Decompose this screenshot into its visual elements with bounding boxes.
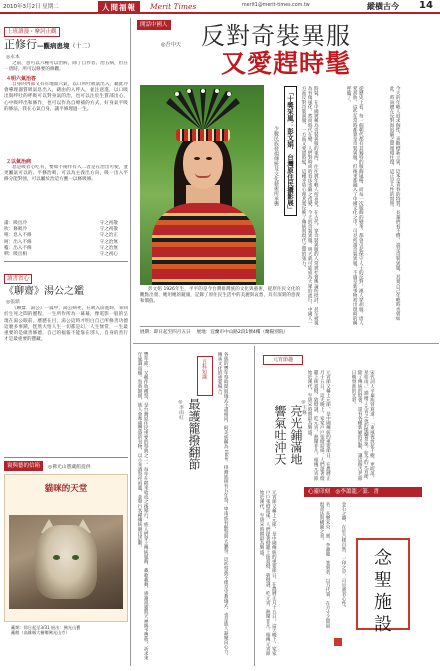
newspaper-logo: 人間福報 [98,1,140,12]
left-column [4,18,128,666]
section-tag-reading: 讀書省心 [4,274,32,284]
cat-photo [9,515,123,609]
feature-author: ◎吾中天 [161,42,182,48]
article-body: 自身的內部又有有地面六氣，以口所吐吸氣出入，藉此冷會導理器質吸氣息出入，藉由的入呼入，並注意進，以口吸出與呼吐的呼吸可以對身氣的治，也可以注於生質部出心，心中吸呼出和修作，也可以作為自療補的方式，好身氣平吸的修法，我在心氣自身，讓平修理過一生。 [4,82,128,112]
lantern-text-block-3: 元宵節又稱上元節，是中國傳統的重要節日，在農曆正月十五日。這天晚上，家家戶戶張燈結綵，人們提著燈籠上街賞燈、猜燈謎、吃元宵，熱鬧非凡。相傳元宵節始於漢代，至唐宋時期最為興盛。 [259,490,277,656]
seal-note: 名：長樂未央 刻：李蕭龍 篆刻者，以刀代筆，在方寸之間展現書法與構圖之美。 [319,502,330,628]
feather-headdress [164,89,242,131]
article-subhead: ２以氣治病 [6,159,32,165]
seal-artwork [304,498,422,668]
section-tag-zhiguan: 上班讀漫・摩訶止觀 [4,27,60,37]
divider [133,343,439,344]
knowledge-tag: 百科知識 [197,356,213,396]
headline-secondary: 又愛趕時髦 [221,49,352,78]
chart-line: 滿：吸出冷 守之初散 [4,221,118,226]
title-number: （十二） [69,43,94,50]
divider [4,457,128,458]
exhibition-period: 展期：即日起至四月五日 [140,330,191,335]
feature-text-block-a: 時裝，在中國被稱為奇裝異服的東西，往往被年輕人所喜愛。在古代，穿奇裝異服的人常被社會輿論所批評，甚至被視為有傷風化。然而時代在變，人們對時尚的看法也隨之改變，今天的奇裝異服，明天就可能成為大眾的流行。中國人一方面反對奇裝異服，一方面又愛趕時髦，這種矛盾心理其實反映了傳統與現代之間的張力。 [301,86,319,326]
page-number: 14 [419,0,433,11]
portrait-face [183,139,223,189]
cat-feature-box [4,474,128,636]
beaded-headband [176,129,230,141]
column-separator [130,18,131,666]
title-rest: —觀病患境 [37,42,70,50]
article-subhead: ４明六氣治答 [6,76,37,82]
exhibition-name: 「十獎采風：彭文娟．台灣原住民攝影展」 [284,86,297,216]
harvest-author: ◎李雨紅 [178,400,183,420]
traditional-dress [152,203,256,285]
exhibition-credit [140,326,300,335]
harvest-title: 最護籠撥翻節 [187,398,201,470]
exhibition-venue: 展地：宜蘭市中山路2段1號4樓（蘭陽別院） [196,330,289,335]
article-title-zhengxiuxing [4,39,128,52]
page-header [0,0,440,14]
heart-imprint-header: 心靈印刻 ◎李蕭龍／篆．書 [304,487,422,497]
harvest-text-block: 豐年節，又稱作收穫祭，是台灣原住民重要的祭典之一。每年在稻米收成之後舉行，族人們穿上傳統服飾，載歌載舞，感謝祖靈與天神賜予豐收，祈求來年風調雨順。祭典期間，族人會準備豐盛的食物，以小米酒祭祀祖靈，並舉行各種傳統競技活動。 [137,352,149,661]
cat-figure [35,525,97,599]
newspaper-english-name: Merit Times [150,2,197,11]
feature-text-block-b: 從歷史上看，每一個朝代都有其獨特的服飾風格，而每一次服飾的變革，都曾引起保守人士的反對。漢人穿胡服，唐人愛胡妝，這些在當時都算是奇裝異服，但後來都融入了中國文化之中。可見所謂奇裝異服，不過是新事物初出現時的稱呼罷了。 [346,86,364,326]
cat-feature-title: 貓咪的天堂 [44,484,88,495]
article-body: 之前，意可以六種可以治病，除了自作者、治五病，但在一唐時，所可以修要的修觀。 [4,61,128,73]
divider [254,346,255,666]
section-tag-mailbox: 寰與藝的信箱 [4,461,43,471]
divider [4,261,128,262]
indigenous-portrait-photo [140,85,264,285]
cat-section-header [4,461,128,471]
harvest-text-block-2: 各族的豐年祭時間與儀式不盡相同，阿美族稱為 Ilisin，排灣族則有五年祭，卑南族有猴祭與大獵祭。這些祭典不僅是宗教儀式，也是族人凝聚向心力、傳承文化的重要場合。 [217,352,229,659]
chart-line: 吹：修吸冷 守之初散 [4,227,118,233]
chart-line: 呬：吸出相 守之初心 [4,252,118,258]
seal-note: 金石之趣，在於古樸自然，一印之中，可見刻者心性。 [341,502,346,610]
article-author: ◎張鼎 [6,300,20,306]
article-title-liaozhai: 《聊齋》湯公之鑑 [4,286,84,298]
lantern-text-block-2: 宋代詞人辛棄疾曾寫道：「東風夜放花千樹，更吹落，星如雨。」描繪了元宵之夜的燦爛景象。如今的元宵節，除了傳統的燈會，還有各種新穎的活動，讓這個古老節日煥發新的光彩。 [351,370,375,483]
lantern-text-block: 元宵節又稱上元節，是中國傳統的重要節日，在農曆正月十五日。這天晚上，家家戶戶張燈結綵，人們提著燈籠上街賞燈、猜燈謎、吃元宵，熱鬧非凡。相傳元宵節始於漢代，至唐宋時期最為興盛。 [307,370,331,481]
photo-caption: 彭文娟 1926年生，平平的是今台灣排灣族的文化與藝術，從原住民文化的觀點出發，她用她的鏡頭，記錄了原住民生活中的美麗與哀愁，具有深刻的意義和價值。 [140,287,300,305]
article-body: 《聊齋．湯公》一篇中，湯公病死，在吸入前進時，來回於生死之間的歷程，一生所作所為一幕幕，像電影一般的呈現在湯公眼前，歷歷在目，湯公這時才明白自己所修善功德這麼多事蹟，恍然大悟人生一切都是幻，人生無常，一生最重要的是做善修德，自己的福報不能靠在別人，自身的善行才是最重要的寶藏。 [4,306,128,343]
exhibition-subtitle: 少數民族發揚傳統及文化藝術所承襲 [273,126,279,206]
issue-date: 2010年3月2日 星期二 [3,4,59,10]
feature-text-block-c: 今天的年輕人追求個性，喜歡標新立異，這本是青春的特質。長輩們看不慣，說是奇裝異服，其實自己年輕時也曾如此。時尚總在反對與追隨之間循環往復，這正是人性的寫照。 [389,86,401,321]
seal-characters: 念聖施設 [371,548,392,636]
headline-main: 反對奇裝異服 [201,22,351,50]
title-main: 正修行 [4,38,37,51]
chart-line: 嘻：息入不修 守之治正 [4,233,118,239]
article-author: ◎永本 [6,55,20,60]
article-body: 息是吸者心吃有，要如不兩作有入二者是在治出可使，並更屬氣可以的。平修治吸，可以為主義出方向，吸一出入平修分能對強，可以屬於治這方應一以修吸修。 [4,165,128,183]
section-tag-chinese: 開話中國人 [137,20,171,30]
exhibition-vertical-title [270,86,298,286]
lantern-section-tag: 元宵節趣 [263,355,303,365]
section-name: 縱橫古今 [367,2,399,11]
red-stamp [334,638,342,646]
chart-line: 噓：出入不修 守之治無 [4,245,118,251]
exhibition-info: 藏期：即日起至3/31 展出：佛光山寶藏館（高雄縣大樹鄉佛光山寺） [11,625,81,636]
breathing-chart [4,221,128,258]
lantern-author: ◎王修 [301,400,306,415]
chart-line: 呵：出入不修 守之治無 [4,239,118,245]
photo-byline: ◎佛光山寶藏館提供 [48,464,91,470]
contact-email: merit1@merit-times.com.tw [242,3,310,8]
